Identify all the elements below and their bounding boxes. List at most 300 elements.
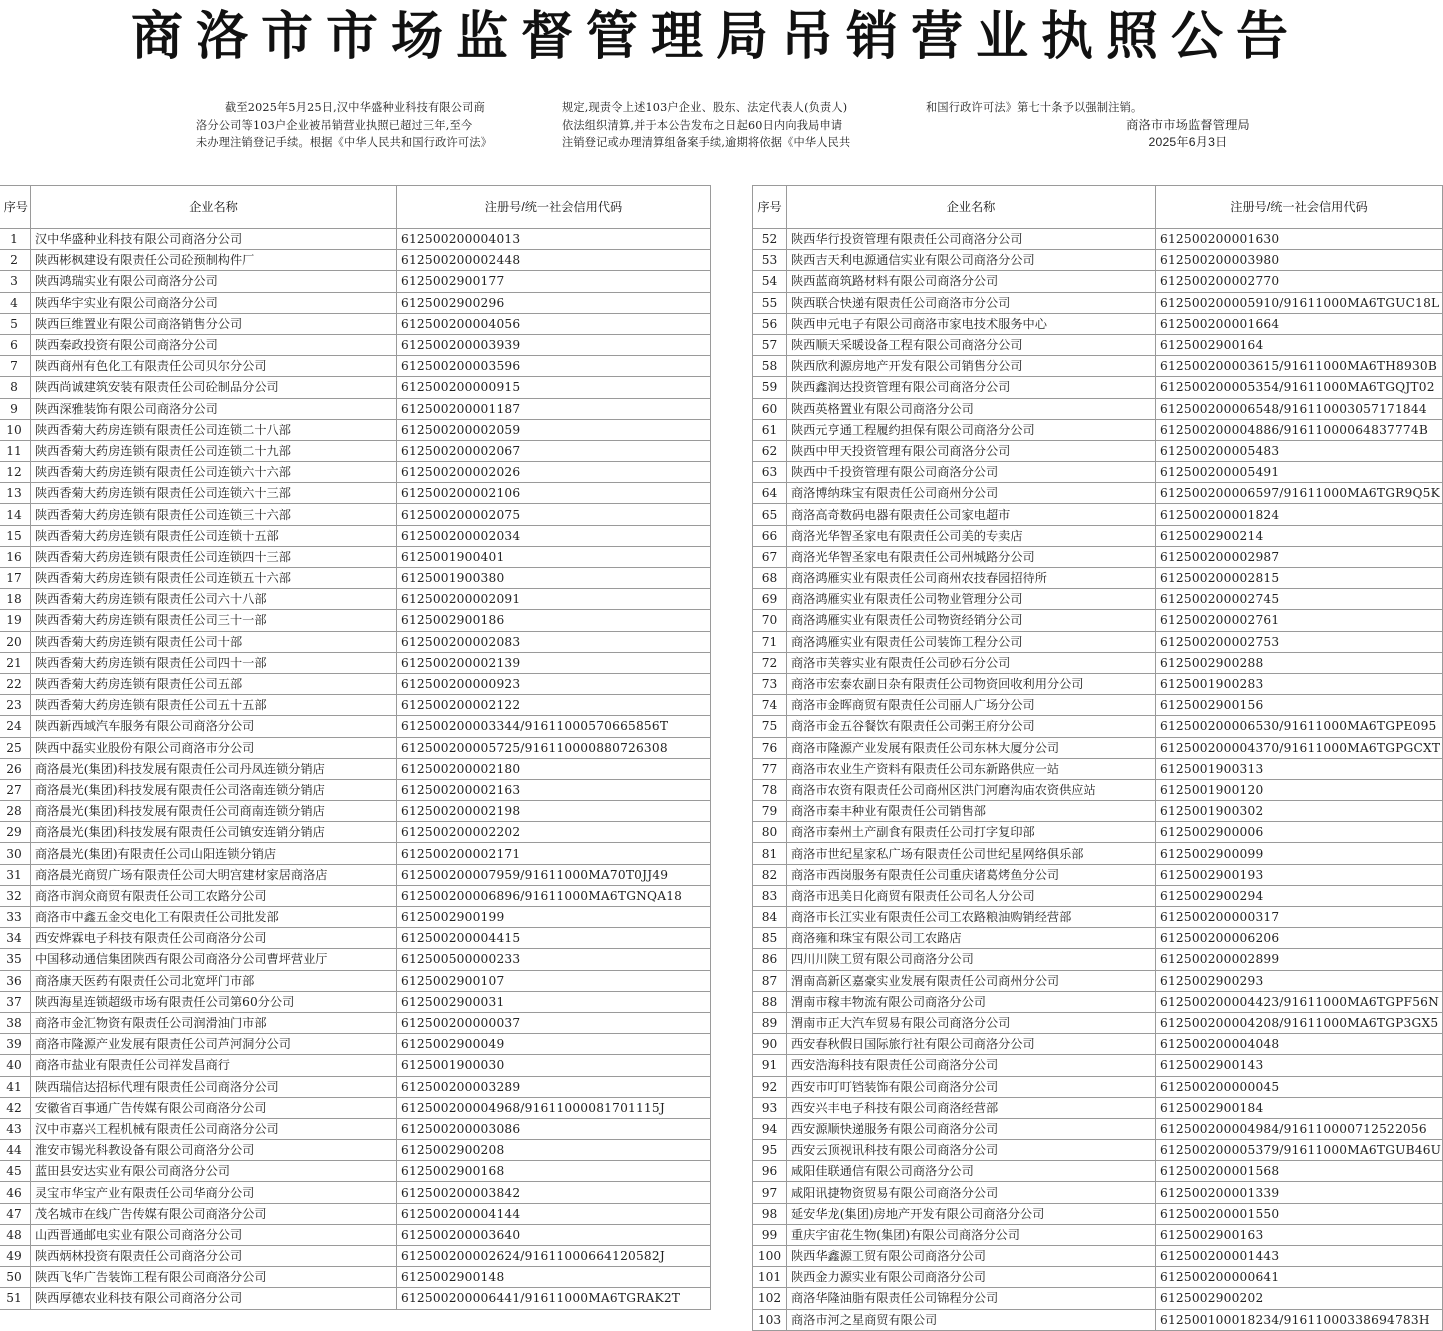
table-row bbox=[0, 1012, 711, 1033]
registration-code: 6125002900031 bbox=[397, 991, 711, 1012]
serial-number: 9 bbox=[0, 398, 31, 419]
company-name: 陕西英格置业有限公司商洛分公司 bbox=[787, 398, 1156, 419]
company-name: 渭南市正大汽车贸易有限公司商洛分公司 bbox=[787, 1012, 1156, 1033]
table-row bbox=[0, 271, 711, 292]
company-name: 陕西申元电子有限公司商洛市家电技术服务中心 bbox=[787, 313, 1156, 334]
company-name: 西安云顶视讯科技有限公司商洛分公司 bbox=[787, 1140, 1156, 1161]
company-name: 陕西尚诚建筑安装有限责任公司砼制品分公司 bbox=[31, 377, 397, 398]
registration-code: 612500200005379/91611000MA6TGUB46U bbox=[1156, 1140, 1443, 1161]
serial-number: 103 bbox=[753, 1309, 787, 1330]
registration-code: 6125002900293 bbox=[1156, 970, 1443, 991]
serial-number: 6 bbox=[0, 334, 31, 355]
revocation-table-right bbox=[752, 185, 1443, 1331]
company-name: 商洛博纳珠宝有限责任公司商州分公司 bbox=[787, 483, 1156, 504]
serial-number: 102 bbox=[753, 1288, 787, 1309]
serial-number: 20 bbox=[0, 631, 31, 652]
registration-code: 612500200003596 bbox=[397, 356, 711, 377]
company-name: 陕西香菊大药房连锁有限责任公司连锁六十六部 bbox=[31, 462, 397, 483]
company-name: 商洛市秦丰种业有限责任公司销售部 bbox=[787, 801, 1156, 822]
notice-line: 和国行政许可法》第七十条予以强制注销。 bbox=[926, 101, 1143, 114]
table-row bbox=[753, 1224, 1443, 1245]
company-name: 西安浩海科技有限责任公司商洛分公司 bbox=[787, 1055, 1156, 1076]
registration-code: 612500200002180 bbox=[397, 758, 711, 779]
registration-code: 612500500000233 bbox=[397, 949, 711, 970]
serial-number: 44 bbox=[0, 1140, 31, 1161]
table-row bbox=[0, 1140, 711, 1161]
registration-code: 612500200002761 bbox=[1156, 610, 1443, 631]
serial-number: 69 bbox=[753, 589, 787, 610]
company-name: 咸阳讯捷物资贸易有限公司商洛分公司 bbox=[787, 1182, 1156, 1203]
table-row bbox=[0, 1224, 711, 1245]
table-row bbox=[753, 419, 1443, 440]
registration-code: 612500200001568 bbox=[1156, 1161, 1443, 1182]
company-name: 商洛市盐业有限责任公司祥发昌商行 bbox=[31, 1055, 397, 1076]
registration-code: 6125002900294 bbox=[1156, 885, 1443, 906]
serial-number: 1 bbox=[0, 229, 31, 250]
registration-code: 612500200003086 bbox=[397, 1118, 711, 1139]
registration-code: 6125002900143 bbox=[1156, 1055, 1443, 1076]
table-row bbox=[753, 1309, 1443, 1330]
company-name: 商洛市迅美日化商贸有限责任公司名人分公司 bbox=[787, 885, 1156, 906]
registration-code: 612500200003980 bbox=[1156, 250, 1443, 271]
company-name: 陕西海星连锁超级市场有限责任公司第60分公司 bbox=[31, 991, 397, 1012]
table-row bbox=[753, 525, 1443, 546]
company-name: 商洛华隆油脂有限责任公司锦程分公司 bbox=[787, 1288, 1156, 1309]
registration-code: 6125002900049 bbox=[397, 1034, 711, 1055]
serial-number: 92 bbox=[753, 1076, 787, 1097]
registration-code: 612500200002198 bbox=[397, 801, 711, 822]
table-row bbox=[753, 483, 1443, 504]
serial-number: 26 bbox=[0, 758, 31, 779]
serial-number: 55 bbox=[753, 292, 787, 313]
serial-number: 62 bbox=[753, 440, 787, 461]
table-row bbox=[0, 758, 711, 779]
table-row bbox=[753, 1203, 1443, 1224]
registration-code: 6125002900296 bbox=[397, 292, 711, 313]
table-row bbox=[753, 1288, 1443, 1309]
registration-code: 612500200003939 bbox=[397, 334, 711, 355]
serial-number: 87 bbox=[753, 970, 787, 991]
registration-code: 612500200004208/91611000MA6TGP3GX5 bbox=[1156, 1012, 1443, 1033]
serial-number: 58 bbox=[753, 356, 787, 377]
company-name: 蓝田县安达实业有限公司商洛分公司 bbox=[31, 1161, 397, 1182]
table-row bbox=[0, 1267, 711, 1288]
company-name: 汉中华盛种业科技有限公司商洛分公司 bbox=[31, 229, 397, 250]
serial-number: 47 bbox=[0, 1203, 31, 1224]
registration-code: 612500200000915 bbox=[397, 377, 711, 398]
registration-code: 6125002900148 bbox=[397, 1267, 711, 1288]
notice-line: 未办理注销登记手续。根据《中华人民共和国行政许可法》 bbox=[196, 136, 493, 149]
table-row bbox=[753, 462, 1443, 483]
table-row bbox=[0, 250, 711, 271]
table-row bbox=[753, 546, 1443, 567]
serial-number: 83 bbox=[753, 885, 787, 906]
company-name: 陕西联合快递有限责任公司商洛市分公司 bbox=[787, 292, 1156, 313]
company-name: 商洛鸿雁实业有限责任公司商州农技春园招待所 bbox=[787, 568, 1156, 589]
registration-code: 612500200001443 bbox=[1156, 1246, 1443, 1267]
company-name: 陕西商州有色化工有限责任公司贝尔分公司 bbox=[31, 356, 397, 377]
serial-number: 34 bbox=[0, 928, 31, 949]
serial-number: 96 bbox=[753, 1161, 787, 1182]
company-name: 陕西深雅装饰有限公司商洛分公司 bbox=[31, 398, 397, 419]
serial-number: 57 bbox=[753, 334, 787, 355]
table-row bbox=[0, 334, 711, 355]
serial-number: 93 bbox=[753, 1097, 787, 1118]
serial-number: 75 bbox=[753, 716, 787, 737]
company-name: 陕西秦政投资有限公司商洛分公司 bbox=[31, 334, 397, 355]
company-name: 商洛市金汇物资有限责任公司润滑油门市部 bbox=[31, 1012, 397, 1033]
company-name: 陕西瑞信达招标代理有限责任公司商洛分公司 bbox=[31, 1076, 397, 1097]
registration-code: 612500200002059 bbox=[397, 419, 711, 440]
serial-number: 97 bbox=[753, 1182, 787, 1203]
serial-number: 85 bbox=[753, 928, 787, 949]
table-row bbox=[0, 504, 711, 525]
company-name: 陕西香菊大药房连锁有限责任公司五部 bbox=[31, 673, 397, 694]
registration-code: 612500200006896/91611000MA6TGNQA18 bbox=[397, 885, 711, 906]
registration-code: 612500200002091 bbox=[397, 589, 711, 610]
table-row bbox=[0, 377, 711, 398]
registration-code: 612500200002745 bbox=[1156, 589, 1443, 610]
serial-number: 19 bbox=[0, 610, 31, 631]
serial-number: 56 bbox=[753, 313, 787, 334]
company-name: 商洛市长江实业有限责任公司工农路粮油购销经营部 bbox=[787, 907, 1156, 928]
serial-number: 15 bbox=[0, 525, 31, 546]
table-row bbox=[0, 991, 711, 1012]
serial-number: 41 bbox=[0, 1076, 31, 1097]
table-row bbox=[753, 801, 1443, 822]
table-row bbox=[753, 377, 1443, 398]
registration-code: 612500200004423/91611000MA6TGPF56N bbox=[1156, 991, 1443, 1012]
table-row bbox=[0, 546, 711, 567]
company-name: 陕西鑫润达投资管理有限公司商洛分公司 bbox=[787, 377, 1156, 398]
company-name: 商洛鸿雁实业有限责任公司物业管理分公司 bbox=[787, 589, 1156, 610]
registration-code: 612500200006548/916110003057171844 bbox=[1156, 398, 1443, 419]
company-name: 陕西华行投资管理有限责任公司商洛分公司 bbox=[787, 229, 1156, 250]
table-row bbox=[753, 631, 1443, 652]
serial-number: 37 bbox=[0, 991, 31, 1012]
serial-number: 18 bbox=[0, 589, 31, 610]
company-name: 淮安市锡光科教设备有限公司商洛分公司 bbox=[31, 1140, 397, 1161]
registration-code: 612500200006441/91611000MA6TGRAK2T bbox=[397, 1288, 711, 1309]
company-name: 陕西香菊大药房连锁有限责任公司六十八部 bbox=[31, 589, 397, 610]
table-row bbox=[0, 483, 711, 504]
company-name: 陕西香菊大药房连锁有限责任公司连锁十五部 bbox=[31, 525, 397, 546]
table-row bbox=[0, 419, 711, 440]
company-name: 重庆宇宙花生物(集团)有限公司商洛分公司 bbox=[787, 1224, 1156, 1245]
serial-number: 88 bbox=[753, 991, 787, 1012]
serial-number: 3 bbox=[0, 271, 31, 292]
registration-code: 6125002900163 bbox=[1156, 1224, 1443, 1245]
serial-number: 101 bbox=[753, 1267, 787, 1288]
serial-number: 71 bbox=[753, 631, 787, 652]
table-row bbox=[0, 949, 711, 970]
serial-number: 52 bbox=[753, 229, 787, 250]
company-name: 商洛晨光商贸广场有限责任公司大明宫建材家居商洛店 bbox=[31, 864, 397, 885]
table-row bbox=[0, 1246, 711, 1267]
serial-number: 67 bbox=[753, 546, 787, 567]
table-row bbox=[0, 843, 711, 864]
registration-code: 612500200002753 bbox=[1156, 631, 1443, 652]
company-name: 陕西香菊大药房连锁有限责任公司连锁六十三部 bbox=[31, 483, 397, 504]
table-row bbox=[0, 1076, 711, 1097]
table-row bbox=[0, 779, 711, 800]
company-name: 商洛市秦州土产副食有限责任公司打字复印部 bbox=[787, 822, 1156, 843]
company-name: 陕西中甲天投资管理有限公司商洛分公司 bbox=[787, 440, 1156, 461]
company-name: 商洛市世纪星家私广场有限责任公司世纪星网络俱乐部 bbox=[787, 843, 1156, 864]
company-name: 陕西中千投资管理有限公司商洛分公司 bbox=[787, 462, 1156, 483]
table-row bbox=[753, 652, 1443, 673]
table-row bbox=[753, 1055, 1443, 1076]
serial-number: 77 bbox=[753, 758, 787, 779]
company-name: 西安烨霖电子科技有限责任公司商洛分公司 bbox=[31, 928, 397, 949]
table-row bbox=[0, 695, 711, 716]
table-row bbox=[753, 822, 1443, 843]
registration-code: 612500200005354/91611000MA6TGQJT02 bbox=[1156, 377, 1443, 398]
registration-code: 612500200002034 bbox=[397, 525, 711, 546]
company-name: 商洛市金五谷餐饮有限责任公司粥王府分公司 bbox=[787, 716, 1156, 737]
table-row bbox=[753, 758, 1443, 779]
serial-number: 81 bbox=[753, 843, 787, 864]
company-name: 商洛市河之星商贸有限公司 bbox=[787, 1309, 1156, 1330]
company-name: 陕西香菊大药房连锁有限责任公司连锁四十三部 bbox=[31, 546, 397, 567]
table-row bbox=[0, 398, 711, 419]
serial-number: 5 bbox=[0, 313, 31, 334]
table-row bbox=[0, 1203, 711, 1224]
company-name: 商洛晨光(集团)科技发展有限责任公司商南连锁分销店 bbox=[31, 801, 397, 822]
table-row bbox=[0, 1118, 711, 1139]
company-name: 陕西香菊大药房连锁有限责任公司连锁三十六部 bbox=[31, 504, 397, 525]
registration-code: 6125001900120 bbox=[1156, 779, 1443, 800]
registration-code: 612500200002083 bbox=[397, 631, 711, 652]
table-row bbox=[753, 1182, 1443, 1203]
registration-code: 6125002900168 bbox=[397, 1161, 711, 1182]
serial-number: 21 bbox=[0, 652, 31, 673]
registration-code: 6125002900202 bbox=[1156, 1288, 1443, 1309]
company-name: 陕西吉天利电源通信实业有限公司商洛分公司 bbox=[787, 250, 1156, 271]
company-name: 商洛高奇数码电器有限责任公司家电超市 bbox=[787, 504, 1156, 525]
serial-number: 91 bbox=[753, 1055, 787, 1076]
serial-number: 65 bbox=[753, 504, 787, 525]
serial-number: 53 bbox=[753, 250, 787, 271]
serial-number: 82 bbox=[753, 864, 787, 885]
serial-number: 43 bbox=[0, 1118, 31, 1139]
registration-code: 612500200002106 bbox=[397, 483, 711, 504]
registration-code: 6125001900380 bbox=[397, 568, 711, 589]
serial-number: 42 bbox=[0, 1097, 31, 1118]
registration-code: 612500200002899 bbox=[1156, 949, 1443, 970]
serial-number: 13 bbox=[0, 483, 31, 504]
table-row bbox=[753, 970, 1443, 991]
serial-number: 46 bbox=[0, 1182, 31, 1203]
table-row bbox=[753, 1034, 1443, 1055]
serial-number: 66 bbox=[753, 525, 787, 546]
registration-code: 6125002900193 bbox=[1156, 864, 1443, 885]
serial-number: 16 bbox=[0, 546, 31, 567]
serial-number: 39 bbox=[0, 1034, 31, 1055]
registration-code: 612500200004370/91611000MA6TGPGCXT bbox=[1156, 737, 1443, 758]
registration-code: 6125001900283 bbox=[1156, 673, 1443, 694]
table-row bbox=[753, 271, 1443, 292]
serial-number: 95 bbox=[753, 1140, 787, 1161]
serial-number: 73 bbox=[753, 673, 787, 694]
company-name: 商洛市西岗服务有限责任公司重庆诸葛烤鱼分公司 bbox=[787, 864, 1156, 885]
company-name: 陕西香菊大药房连锁有限责任公司连锁五十六部 bbox=[31, 568, 397, 589]
company-name: 陕西香菊大药房连锁有限责任公司四十一部 bbox=[31, 652, 397, 673]
table-row bbox=[0, 1034, 711, 1055]
registration-code: 6125002900107 bbox=[397, 970, 711, 991]
company-name: 陕西香菊大药房连锁有限责任公司三十一部 bbox=[31, 610, 397, 631]
table-row bbox=[753, 779, 1443, 800]
revocation-table-left bbox=[0, 185, 711, 1310]
serial-number: 4 bbox=[0, 292, 31, 313]
table-row bbox=[753, 1097, 1443, 1118]
company-name: 商洛雍和珠宝有限公司工农路店 bbox=[787, 928, 1156, 949]
company-name: 陕西彬枫建设有限责任公司砼预制构件厂 bbox=[31, 250, 397, 271]
table-row bbox=[0, 737, 711, 758]
serial-number: 76 bbox=[753, 737, 787, 758]
registration-code: 612500200004048 bbox=[1156, 1034, 1443, 1055]
table-row bbox=[753, 292, 1443, 313]
serial-number: 72 bbox=[753, 652, 787, 673]
registration-code: 612500200002026 bbox=[397, 462, 711, 483]
page-title: 商洛市市场监督管理局吊销营业执照公告 bbox=[130, 7, 1301, 67]
serial-number: 25 bbox=[0, 737, 31, 758]
registration-code: 612500200001824 bbox=[1156, 504, 1443, 525]
company-name: 商洛市农业生产资料有限责任公司东新路供应一站 bbox=[787, 758, 1156, 779]
registration-code: 6125002900099 bbox=[1156, 843, 1443, 864]
table-row bbox=[0, 356, 711, 377]
company-name: 山西晋通邮电实业有限公司商洛分公司 bbox=[31, 1224, 397, 1245]
serial-number: 23 bbox=[0, 695, 31, 716]
table-row bbox=[753, 589, 1443, 610]
company-name: 陕西欣利源房地产开发有限公司销售分公司 bbox=[787, 356, 1156, 377]
table-row bbox=[0, 440, 711, 461]
table-row bbox=[0, 907, 711, 928]
registration-code: 612500200002624/91611000664120582J bbox=[397, 1246, 711, 1267]
registration-code: 612500200002163 bbox=[397, 779, 711, 800]
company-name: 陕西华宇实业有限公司商洛分公司 bbox=[31, 292, 397, 313]
registration-code: 612500200003842 bbox=[397, 1182, 711, 1203]
registration-code: 612500200004056 bbox=[397, 313, 711, 334]
serial-number: 48 bbox=[0, 1224, 31, 1245]
registration-code: 612500200002448 bbox=[397, 250, 711, 271]
company-name: 商洛市隆源产业发展有限责任公司芦河洞分公司 bbox=[31, 1034, 397, 1055]
registration-code: 6125002900214 bbox=[1156, 525, 1443, 546]
serial-number: 17 bbox=[0, 568, 31, 589]
registration-code: 612500200006530/91611000MA6TGPE095 bbox=[1156, 716, 1443, 737]
company-name: 陕西香菊大药房连锁有限责任公司五十五部 bbox=[31, 695, 397, 716]
serial-number: 38 bbox=[0, 1012, 31, 1033]
registration-code: 612500200002075 bbox=[397, 504, 711, 525]
table-row bbox=[753, 1246, 1443, 1267]
registration-code: 612500200003344/91611000570665856T bbox=[397, 716, 711, 737]
notice-column-2 bbox=[562, 99, 902, 152]
serial-number: 8 bbox=[0, 377, 31, 398]
table-row bbox=[0, 716, 711, 737]
table-row bbox=[753, 864, 1443, 885]
table-row bbox=[753, 673, 1443, 694]
company-name: 西安市叮叮铛装饰有限公司商洛分公司 bbox=[787, 1076, 1156, 1097]
serial-number: 94 bbox=[753, 1118, 787, 1139]
registration-code: 6125002900199 bbox=[397, 907, 711, 928]
table-header-row bbox=[0, 186, 711, 229]
registration-code: 612500200004415 bbox=[397, 928, 711, 949]
serial-number: 45 bbox=[0, 1161, 31, 1182]
registration-code: 612500200000317 bbox=[1156, 907, 1443, 928]
notice-line: 洛分公司等103户企业被吊销营业执照已超过三年,至今 bbox=[196, 118, 473, 132]
company-name: 汉中市嘉兴工程机械有限责任公司商洛分公司 bbox=[31, 1118, 397, 1139]
issuer-name: 商洛市市场监督管理局 bbox=[1126, 117, 1250, 132]
table-header-row bbox=[753, 186, 1443, 229]
company-name: 灵宝市华宝产业有限责任公司华商分公司 bbox=[31, 1182, 397, 1203]
company-name: 渭南高新区嘉豪实业发展有限责任公司商州分公司 bbox=[787, 970, 1156, 991]
table-row bbox=[753, 313, 1443, 334]
registration-code: 612500200006206 bbox=[1156, 928, 1443, 949]
company-name: 商洛市隆源产业发展有限责任公司东林大厦分公司 bbox=[787, 737, 1156, 758]
table-body-left bbox=[0, 229, 711, 1310]
company-name: 商洛光华智圣家电有限责任公司美的专卖店 bbox=[787, 525, 1156, 546]
registration-code: 6125002900184 bbox=[1156, 1097, 1443, 1118]
serial-number: 29 bbox=[0, 822, 31, 843]
table-row bbox=[753, 398, 1443, 419]
table-row bbox=[753, 1267, 1443, 1288]
serial-number: 24 bbox=[0, 716, 31, 737]
notice-line: 依法组织清算,并于本公告发布之日起60日内向我局申请 bbox=[562, 118, 843, 132]
table-row bbox=[0, 462, 711, 483]
company-name: 陕西鸿瑞实业有限公司商洛分公司 bbox=[31, 271, 397, 292]
serial-number: 40 bbox=[0, 1055, 31, 1076]
table-row bbox=[0, 928, 711, 949]
header-serial: 序号 bbox=[0, 186, 31, 229]
serial-number: 31 bbox=[0, 864, 31, 885]
notice-line: 截至2025年5月25日,汉中华盛种业科技有限公司商 bbox=[225, 101, 485, 114]
serial-number: 79 bbox=[753, 801, 787, 822]
serial-number: 70 bbox=[753, 610, 787, 631]
company-name: 商洛晨光(集团)有限责任公司山阳连锁分销店 bbox=[31, 843, 397, 864]
table-row bbox=[0, 229, 711, 250]
serial-number: 28 bbox=[0, 801, 31, 822]
header-serial: 序号 bbox=[753, 186, 787, 229]
table-row bbox=[0, 568, 711, 589]
table-row bbox=[0, 292, 711, 313]
serial-number: 99 bbox=[753, 1224, 787, 1245]
serial-number: 51 bbox=[0, 1288, 31, 1309]
serial-number: 14 bbox=[0, 504, 31, 525]
table-row bbox=[753, 1140, 1443, 1161]
registration-code: 612500200002122 bbox=[397, 695, 711, 716]
serial-number: 74 bbox=[753, 695, 787, 716]
company-name: 延安华龙(集团)房地产开发有限公司商洛分公司 bbox=[787, 1203, 1156, 1224]
table-row bbox=[753, 716, 1443, 737]
registration-code: 612500200001339 bbox=[1156, 1182, 1443, 1203]
serial-number: 100 bbox=[753, 1246, 787, 1267]
serial-number: 80 bbox=[753, 822, 787, 843]
table-row bbox=[0, 1288, 711, 1309]
table-row bbox=[753, 991, 1443, 1012]
registration-code: 6125001900313 bbox=[1156, 758, 1443, 779]
serial-number: 49 bbox=[0, 1246, 31, 1267]
registration-code: 612500200000641 bbox=[1156, 1267, 1443, 1288]
table-row bbox=[0, 673, 711, 694]
registration-code: 612500200001664 bbox=[1156, 313, 1443, 334]
serial-number: 90 bbox=[753, 1034, 787, 1055]
serial-number: 98 bbox=[753, 1203, 787, 1224]
registration-code: 612500200000037 bbox=[397, 1012, 711, 1033]
company-name: 商洛康天医药有限责任公司北宽坪门市部 bbox=[31, 970, 397, 991]
serial-number: 68 bbox=[753, 568, 787, 589]
company-name: 商洛市农资有限责任公司商州区洪门河磨沟庙农资供应站 bbox=[787, 779, 1156, 800]
registration-code: 612500200005483 bbox=[1156, 440, 1443, 461]
